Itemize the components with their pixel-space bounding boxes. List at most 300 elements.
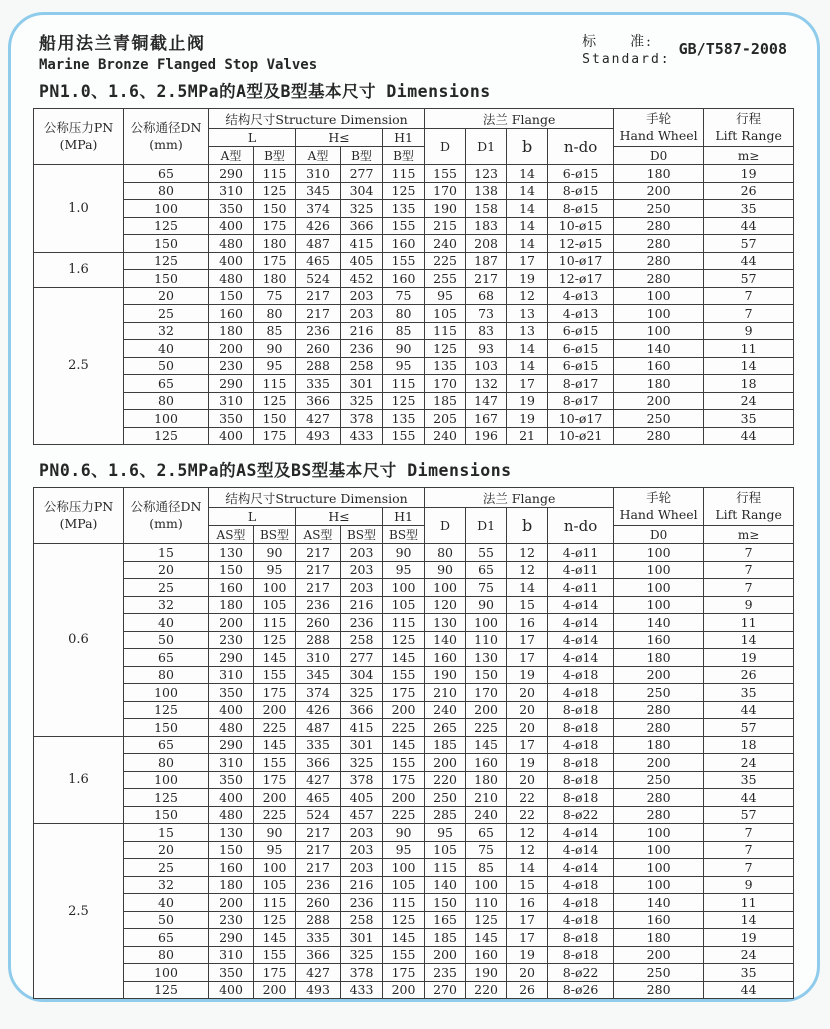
page-header xyxy=(39,29,791,73)
standard-labels xyxy=(582,31,670,67)
dimension-cell: 17 xyxy=(507,929,548,947)
dimension-cell: 12 xyxy=(507,287,548,305)
table-row xyxy=(34,410,794,428)
dimension-cell: 8-ø18 xyxy=(548,789,614,807)
dimension-cell: 160 xyxy=(466,754,507,772)
dimension-cell: 205 xyxy=(425,410,466,428)
dimension-cell: 20 xyxy=(507,719,548,737)
dimension-cell: 145 xyxy=(383,649,425,667)
dimension-cell: 32 xyxy=(124,322,209,340)
dimension-cell: 225 xyxy=(425,252,466,270)
header-d0: D0 xyxy=(614,147,704,165)
table-row xyxy=(34,252,794,270)
dimension-cell: 85 xyxy=(254,322,296,340)
dimension-cell: 487 xyxy=(296,719,341,737)
dimension-cell: 145 xyxy=(466,929,507,947)
dimension-cell: 100 xyxy=(614,579,704,597)
dimension-cell: 100 xyxy=(614,876,704,894)
dimension-cell: 150 xyxy=(124,270,209,288)
dimension-cell: 10-ø21 xyxy=(548,427,614,445)
dimension-cell: 8-ø22 xyxy=(548,806,614,824)
dimension-cell: 310 xyxy=(296,165,341,183)
dimension-cell: 90 xyxy=(383,340,425,358)
dimension-cell: 19 xyxy=(704,929,794,947)
dimension-cell: 4-ø18 xyxy=(548,666,614,684)
dimension-cell: 8-ø18 xyxy=(548,701,614,719)
dimension-cell: 236 xyxy=(341,894,383,912)
dimension-cell: 4-ø18 xyxy=(548,894,614,912)
dimension-cell: 40 xyxy=(124,340,209,358)
dimension-cell: 22 xyxy=(507,789,548,807)
dimension-cell: 95 xyxy=(254,841,296,859)
dimension-cell: 145 xyxy=(254,649,296,667)
spec-sheet-card xyxy=(8,12,820,1002)
dimension-cell: 290 xyxy=(209,929,254,947)
header-h-type-as: AS型 xyxy=(296,526,341,544)
dimension-cell: 250 xyxy=(614,964,704,982)
dimension-cell: 200 xyxy=(254,701,296,719)
dimension-cell: 6-ø15 xyxy=(548,357,614,375)
dimension-cell: 203 xyxy=(341,841,383,859)
dimension-cell: 155 xyxy=(383,217,425,235)
dimension-cell: 4-ø11 xyxy=(548,544,614,562)
dimension-cell: 105 xyxy=(425,305,466,323)
dimensions-table-asbs xyxy=(33,487,794,999)
dimension-cell: 130 xyxy=(209,824,254,842)
dimension-cell: 6-ø15 xyxy=(548,165,614,183)
dimension-cell: 493 xyxy=(296,981,341,999)
dimension-cell: 230 xyxy=(209,911,254,929)
dimension-cell: 100 xyxy=(383,579,425,597)
dimension-cell: 100 xyxy=(614,561,704,579)
dimension-cell: 100 xyxy=(254,579,296,597)
dimension-cell: 110 xyxy=(466,631,507,649)
dimension-cell: 130 xyxy=(425,614,466,632)
dimension-cell: 14 xyxy=(704,357,794,375)
dimension-cell: 8-ø18 xyxy=(548,929,614,947)
dimension-cell: 160 xyxy=(209,579,254,597)
dimension-cell: 160 xyxy=(614,631,704,649)
dimension-cell: 24 xyxy=(704,392,794,410)
dimension-cell: 155 xyxy=(383,666,425,684)
dimension-cell: 100 xyxy=(124,200,209,218)
dimension-cell: 6-ø15 xyxy=(548,322,614,340)
table-row xyxy=(34,894,794,912)
dimension-cell: 35 xyxy=(704,684,794,702)
dimension-cell: 125 xyxy=(254,631,296,649)
pn-group-cell: 2.5 xyxy=(34,287,124,445)
dimension-cell: 427 xyxy=(296,964,341,982)
dimension-cell: 215 xyxy=(425,217,466,235)
dimension-cell: 26 xyxy=(507,981,548,999)
dimension-cell: 85 xyxy=(383,322,425,340)
dimension-cell: 100 xyxy=(614,287,704,305)
table-row xyxy=(34,736,794,754)
dimension-cell: 115 xyxy=(383,375,425,393)
dimension-cell: 95 xyxy=(425,287,466,305)
dimension-cell: 4-ø18 xyxy=(548,736,614,754)
dimension-cell: 225 xyxy=(254,719,296,737)
table-row xyxy=(34,165,794,183)
table-row xyxy=(34,719,794,737)
dimension-cell: 290 xyxy=(209,736,254,754)
table-row xyxy=(34,859,794,877)
table-row xyxy=(34,235,794,253)
dimension-cell: 20 xyxy=(124,561,209,579)
dimension-cell: 335 xyxy=(296,375,341,393)
dimension-cell: 217 xyxy=(296,579,341,597)
dimension-cell: 480 xyxy=(209,235,254,253)
dimension-cell: 180 xyxy=(466,771,507,789)
dimension-cell: 210 xyxy=(466,789,507,807)
dimension-cell: 250 xyxy=(614,684,704,702)
dimension-cell: 236 xyxy=(296,876,341,894)
dimension-cell: 250 xyxy=(425,789,466,807)
dimension-cell: 250 xyxy=(614,410,704,428)
dimension-cell: 310 xyxy=(209,392,254,410)
dimension-cell: 130 xyxy=(209,544,254,562)
dimension-cell: 160 xyxy=(383,235,425,253)
dimension-cell: 155 xyxy=(254,946,296,964)
dimension-cell: 203 xyxy=(341,544,383,562)
dimension-cell: 65 xyxy=(466,561,507,579)
dimension-cell: 183 xyxy=(466,217,507,235)
dimension-cell: 465 xyxy=(296,252,341,270)
dimension-cell: 203 xyxy=(341,561,383,579)
dimension-cell: 24 xyxy=(704,946,794,964)
dimension-cell: 115 xyxy=(425,859,466,877)
dimension-cell: 405 xyxy=(341,252,383,270)
dimension-cell: 225 xyxy=(383,806,425,824)
dimension-cell: 75 xyxy=(466,841,507,859)
dimension-cell: 57 xyxy=(704,806,794,824)
dimension-cell: 105 xyxy=(383,596,425,614)
dimension-cell: 196 xyxy=(466,427,507,445)
dimension-cell: 277 xyxy=(341,649,383,667)
dimension-cell: 44 xyxy=(704,217,794,235)
dimension-cell: 115 xyxy=(383,614,425,632)
header-h1-type-b: B型 xyxy=(383,147,425,165)
dimension-cell: 378 xyxy=(341,410,383,428)
dimension-cell: 17 xyxy=(507,911,548,929)
dimension-cell: 325 xyxy=(341,946,383,964)
dimension-cell: 203 xyxy=(341,305,383,323)
dimension-cell: 175 xyxy=(254,771,296,789)
dimension-cell: 288 xyxy=(296,357,341,375)
dimension-cell: 4-ø13 xyxy=(548,287,614,305)
dimension-cell: 145 xyxy=(383,736,425,754)
dimension-cell: 145 xyxy=(383,929,425,947)
dimension-cell: 24 xyxy=(704,754,794,772)
dimension-cell: 4-ø11 xyxy=(548,561,614,579)
dimension-cell: 465 xyxy=(296,789,341,807)
dimension-cell: 14 xyxy=(507,579,548,597)
header-h: H≤ xyxy=(296,129,383,147)
dimension-cell: 280 xyxy=(614,806,704,824)
dimension-cell: 180 xyxy=(254,235,296,253)
dimension-cell: 10-ø17 xyxy=(548,252,614,270)
dimension-cell: 452 xyxy=(341,270,383,288)
title-block xyxy=(39,29,317,73)
dimension-cell: 14 xyxy=(507,235,548,253)
dimension-cell: 9 xyxy=(704,596,794,614)
dimension-cell: 216 xyxy=(341,596,383,614)
dimension-cell: 75 xyxy=(466,579,507,597)
dimension-cell: 14 xyxy=(507,217,548,235)
dimension-cell: 135 xyxy=(383,410,425,428)
dimension-cell: 155 xyxy=(254,754,296,772)
dimension-cell: 217 xyxy=(466,270,507,288)
dimension-cell: 32 xyxy=(124,596,209,614)
dimension-cell: 7 xyxy=(704,287,794,305)
dimension-cell: 14 xyxy=(507,165,548,183)
dimension-cell: 200 xyxy=(383,981,425,999)
dimension-cell: 44 xyxy=(704,789,794,807)
dimension-cell: 10-ø17 xyxy=(548,410,614,428)
dimension-cell: 100 xyxy=(466,614,507,632)
header-m: m≥ xyxy=(704,147,794,165)
dimension-cell: 175 xyxy=(383,684,425,702)
dimension-cell: 44 xyxy=(704,701,794,719)
dimension-cell: 200 xyxy=(614,182,704,200)
dimension-cell: 80 xyxy=(124,392,209,410)
dimension-cell: 426 xyxy=(296,217,341,235)
header-m: m≥ xyxy=(704,526,794,544)
dimension-cell: 14 xyxy=(704,911,794,929)
dimension-cell: 19 xyxy=(507,754,548,772)
header-lift-range: 行程 Lift Range xyxy=(704,109,794,147)
table-ab-body xyxy=(34,165,794,445)
dimension-cell: 100 xyxy=(466,876,507,894)
dimension-cell: 95 xyxy=(383,561,425,579)
dimension-cell: 90 xyxy=(425,561,466,579)
dimension-cell: 26 xyxy=(704,182,794,200)
dimension-cell: 200 xyxy=(614,946,704,964)
dimension-cell: 236 xyxy=(341,614,383,632)
dimension-cell: 200 xyxy=(614,392,704,410)
dimension-cell: 150 xyxy=(124,806,209,824)
dimension-cell: 175 xyxy=(383,771,425,789)
dimension-cell: 405 xyxy=(341,789,383,807)
dimension-cell: 100 xyxy=(124,964,209,982)
dimension-cell: 35 xyxy=(704,200,794,218)
dimension-cell: 125 xyxy=(124,789,209,807)
dimension-cell: 270 xyxy=(425,981,466,999)
dimension-cell: 14 xyxy=(507,182,548,200)
dimension-cell: 15 xyxy=(124,544,209,562)
dimension-cell: 90 xyxy=(383,544,425,562)
table-row xyxy=(34,305,794,323)
dimension-cell: 150 xyxy=(124,235,209,253)
dimension-cell: 280 xyxy=(614,217,704,235)
table-row xyxy=(34,427,794,445)
dimension-cell: 4-ø14 xyxy=(548,841,614,859)
dimension-cell: 8-ø15 xyxy=(548,182,614,200)
dimension-cell: 4-ø14 xyxy=(548,631,614,649)
dimension-cell: 180 xyxy=(614,736,704,754)
page-title-zh: 船用法兰青铜截止阀 xyxy=(39,34,206,54)
dimension-cell: 160 xyxy=(425,649,466,667)
header-l-type-as: AS型 xyxy=(209,526,254,544)
header-d1: D1 xyxy=(466,129,507,165)
dimension-cell: 170 xyxy=(425,182,466,200)
dimension-cell: 155 xyxy=(425,165,466,183)
dimension-cell: 90 xyxy=(254,824,296,842)
dimension-cell: 524 xyxy=(296,270,341,288)
header-h1-type-bs: BS型 xyxy=(383,526,425,544)
dimension-cell: 125 xyxy=(254,392,296,410)
dimension-cell: 200 xyxy=(254,789,296,807)
dimension-cell: 32 xyxy=(124,876,209,894)
dimension-cell: 135 xyxy=(383,200,425,218)
dimension-cell: 190 xyxy=(466,964,507,982)
dimension-cell: 15 xyxy=(507,596,548,614)
dimension-cell: 93 xyxy=(466,340,507,358)
dimension-cell: 160 xyxy=(614,911,704,929)
standard-number: GB/T587-2008 xyxy=(678,40,787,58)
dimension-cell: 125 xyxy=(383,182,425,200)
dimension-cell: 217 xyxy=(296,841,341,859)
dimension-cell: 80 xyxy=(425,544,466,562)
dimension-cell: 155 xyxy=(383,427,425,445)
dimension-cell: 65 xyxy=(124,929,209,947)
dimension-cell: 26 xyxy=(704,666,794,684)
dimension-cell: 350 xyxy=(209,200,254,218)
table-row xyxy=(34,981,794,999)
dimension-cell: 75 xyxy=(383,287,425,305)
dimension-cell: 170 xyxy=(425,375,466,393)
dimension-cell: 203 xyxy=(341,824,383,842)
dimension-cell: 13 xyxy=(507,305,548,323)
table-row xyxy=(34,375,794,393)
dimension-cell: 150 xyxy=(209,287,254,305)
dimension-cell: 200 xyxy=(614,754,704,772)
dimension-cell: 140 xyxy=(614,894,704,912)
dimension-cell: 132 xyxy=(466,375,507,393)
table-asbs-header xyxy=(34,488,794,544)
dimension-cell: 265 xyxy=(425,719,466,737)
dimension-cell: 9 xyxy=(704,876,794,894)
header-hand-wheel: 手轮 Hand Wheel xyxy=(614,109,704,147)
dimension-cell: 310 xyxy=(209,754,254,772)
dimension-cell: 210 xyxy=(425,684,466,702)
dimension-cell: 433 xyxy=(341,981,383,999)
dimension-cell: 345 xyxy=(296,666,341,684)
dimension-cell: 16 xyxy=(507,894,548,912)
dimension-cell: 100 xyxy=(614,305,704,323)
dimension-cell: 487 xyxy=(296,235,341,253)
dimension-cell: 280 xyxy=(614,701,704,719)
dimension-cell: 25 xyxy=(124,579,209,597)
table-ab-header xyxy=(34,109,794,165)
dimension-cell: 415 xyxy=(341,719,383,737)
section-title-ab: PN1.0、1.6、2.5MPa的A型及B型基本尺寸 Dimensions xyxy=(39,82,491,101)
dimension-cell: 80 xyxy=(124,946,209,964)
dimension-cell: 20 xyxy=(124,287,209,305)
dimension-cell: 100 xyxy=(614,322,704,340)
dimension-cell: 258 xyxy=(341,357,383,375)
dimension-cell: 25 xyxy=(124,305,209,323)
dimension-cell: 8-ø18 xyxy=(548,719,614,737)
dimension-cell: 130 xyxy=(466,649,507,667)
dimension-cell: 150 xyxy=(254,410,296,428)
dimension-cell: 17 xyxy=(507,375,548,393)
dimension-cell: 230 xyxy=(209,357,254,375)
dimension-cell: 135 xyxy=(425,357,466,375)
dimension-cell: 150 xyxy=(209,561,254,579)
dimension-cell: 325 xyxy=(341,684,383,702)
header-lift-range: 行程 Lift Range xyxy=(704,488,794,526)
dimension-cell: 260 xyxy=(296,894,341,912)
dimension-cell: 115 xyxy=(383,165,425,183)
dimension-cell: 7 xyxy=(704,841,794,859)
table-row xyxy=(34,946,794,964)
pn-group-cell: 1.6 xyxy=(34,252,124,287)
dimension-cell: 125 xyxy=(124,981,209,999)
dimension-cell: 225 xyxy=(383,719,425,737)
header-n-do: n-do xyxy=(548,508,614,544)
dimension-cell: 145 xyxy=(254,736,296,754)
dimension-cell: 12 xyxy=(507,561,548,579)
dimension-cell: 301 xyxy=(341,929,383,947)
dimension-cell: 115 xyxy=(254,165,296,183)
dimension-cell: 50 xyxy=(124,631,209,649)
dimension-cell: 310 xyxy=(296,649,341,667)
dimension-cell: 14 xyxy=(507,357,548,375)
dimension-cell: 147 xyxy=(466,392,507,410)
dimension-cell: 400 xyxy=(209,427,254,445)
dimension-cell: 85 xyxy=(466,859,507,877)
dimension-cell: 7 xyxy=(704,579,794,597)
dimension-cell: 57 xyxy=(704,719,794,737)
table-row xyxy=(34,631,794,649)
dimension-cell: 21 xyxy=(507,427,548,445)
dimension-cell: 155 xyxy=(383,946,425,964)
dimension-cell: 100 xyxy=(124,410,209,428)
table-row xyxy=(34,182,794,200)
dimension-cell: 19 xyxy=(507,666,548,684)
pn-group-cell: 2.5 xyxy=(34,824,124,999)
table-row xyxy=(34,217,794,235)
dimension-cell: 190 xyxy=(425,200,466,218)
dimension-cell: 310 xyxy=(209,182,254,200)
dimension-cell: 350 xyxy=(209,410,254,428)
dimension-cell: 158 xyxy=(466,200,507,218)
dimension-cell: 400 xyxy=(209,252,254,270)
dimension-cell: 19 xyxy=(507,410,548,428)
dimension-cell: 100 xyxy=(124,771,209,789)
dimension-cell: 427 xyxy=(296,410,341,428)
dimension-cell: 433 xyxy=(341,427,383,445)
dimension-cell: 301 xyxy=(341,736,383,754)
dimension-cell: 138 xyxy=(466,182,507,200)
dimension-cell: 12-ø15 xyxy=(548,235,614,253)
dimension-cell: 145 xyxy=(254,929,296,947)
dimension-cell: 187 xyxy=(466,252,507,270)
dimension-cell: 217 xyxy=(296,544,341,562)
dimension-cell: 200 xyxy=(425,946,466,964)
header-dn: 公称通径DN (mm) xyxy=(124,488,209,544)
dimension-cell: 310 xyxy=(209,946,254,964)
dimension-cell: 8-ø18 xyxy=(548,754,614,772)
dimension-cell: 366 xyxy=(296,754,341,772)
dimension-cell: 140 xyxy=(614,340,704,358)
dimension-cell: 80 xyxy=(124,754,209,772)
dimension-cell: 50 xyxy=(124,911,209,929)
dimension-cell: 115 xyxy=(254,894,296,912)
dimension-cell: 200 xyxy=(383,789,425,807)
dimension-cell: 44 xyxy=(704,252,794,270)
